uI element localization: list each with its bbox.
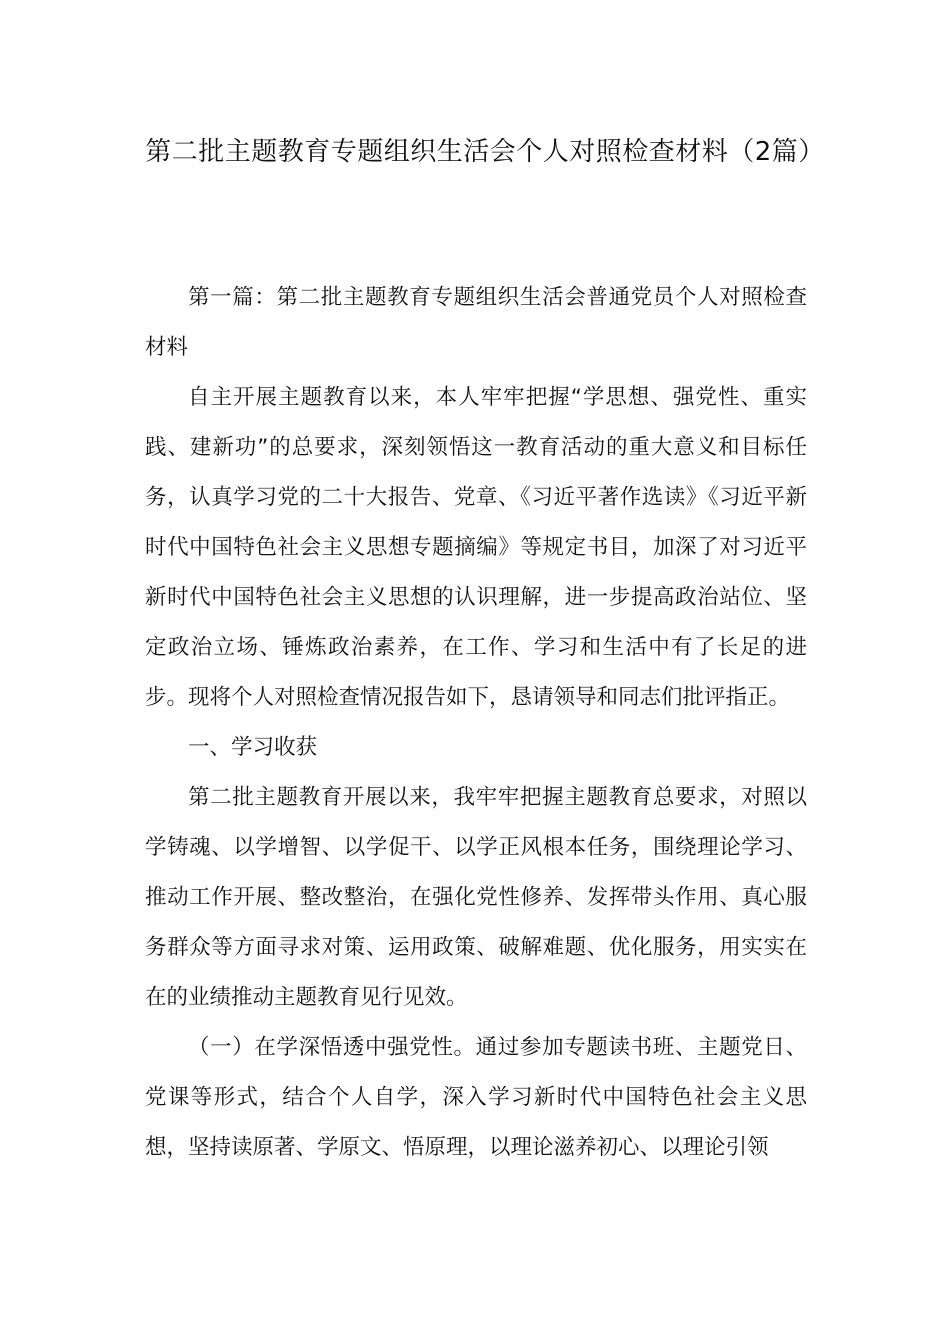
- section-heading-learning-gains: 一、学习收获: [188, 735, 318, 760]
- document-title: 第二批主题教育专题组织生活会个人对照检查材料（2篇）: [145, 137, 825, 167]
- document-body: [145, 273, 807, 1173]
- body-paragraph-party-spirit: （一）在学深悟透中强党性。通过参加专题读书班、主题党日、党课等形式，结合个人自学，深入学习新时代中国特色社会主义思想，坚持读原著、学原文、悟原理，以理论滋养初心、以理论引领: [145, 1035, 807, 1160]
- body-paragraph-intro: 自主开展主题教育以来，本人牢牢把握“学思想、强党性、重实践、建新功”的总要求，深刻领悟这一教育活动的重大意义和目标任务，认真学习党的二十大报告、党章、《习近平著作选读》《习近平新时代中国特色社会主义思想专题摘编》等规定书目，加深了对习近平新时代中国特色社会主义思想的认识理解，进一步提高政治站位、坚定政治立场、锤炼政治素养，在工作、学习和生活中有了长足的进步。现将个人对照检查情况报告如下，恳请领导和同志们批评指正。: [145, 385, 807, 710]
- body-paragraph-learning: 第二批主题教育开展以来，我牢牢把握主题教育总要求，对照以学铸魂、以学增智、以学促干、以学正风根本任务，围绕理论学习、推动工作开展、整改整治，在强化党性修养、发挥带头作用、真心服务群众等方面寻求对策、运用政策、破解难题、优化服务，用实实在在的业绩推动主题教育见行见效。: [145, 785, 807, 1010]
- section-heading-part-one: 第一篇：第二批主题教育专题组织生活会普通党员个人对照检查材料: [145, 285, 807, 360]
